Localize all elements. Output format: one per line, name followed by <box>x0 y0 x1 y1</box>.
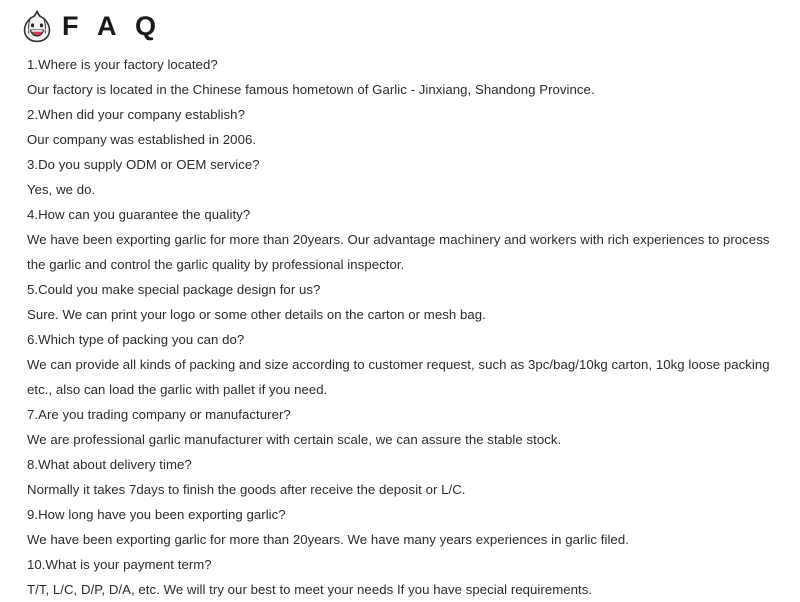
faq-item <box>27 202 772 277</box>
faq-answer: T/T, L/C, D/P, D/A, etc. We will try our best to meet your needs If you have special requirements. <box>27 582 593 597</box>
faq-item <box>27 52 772 102</box>
faq-item <box>27 277 772 327</box>
faq-answer: Our company was established in 2006. <box>27 132 257 147</box>
page-title: F A Q <box>62 10 162 41</box>
garlic-bulb-mascot-icon <box>18 7 56 45</box>
faq-answer: Sure. We can print your logo or some other details on the carton or mesh bag. <box>27 307 486 322</box>
faq-answer: We have been exporting garlic for more than 20years. We have many years experiences in garlic filed. <box>27 532 629 547</box>
faq-question: 8.What about delivery time? <box>27 457 192 472</box>
faq-item <box>27 402 772 452</box>
faq-item <box>27 102 772 152</box>
faq-item <box>27 152 772 202</box>
faq-question: 6.Which type of packing you can do? <box>27 332 245 347</box>
faq-answer: Normally it takes 7days to finish the goods after receive the deposit or L/C. <box>27 482 466 497</box>
faq-answer: We have been exporting garlic for more than 20years. Our advantage machinery and workers with rich experiences to process the garlic and control the garlic quality by professional inspector. <box>27 232 770 272</box>
faq-item <box>27 502 772 552</box>
faq-item <box>27 452 772 502</box>
faq-question: 1.Where is your factory located? <box>27 57 218 72</box>
faq-answer: Yes, we do. <box>27 182 96 197</box>
faq-question: 3.Do you supply ODM or OEM service? <box>27 157 260 172</box>
faq-question: 7.Are you trading company or manufacturer? <box>27 407 291 422</box>
faq-answer: We are professional garlic manufacturer with certain scale, we can assure the stable stock. <box>27 432 562 447</box>
faq-answer: Our factory is located in the Chinese famous hometown of Garlic - Jinxiang, Shandong Province. <box>27 82 595 97</box>
faq-item <box>27 552 772 602</box>
faq-question: 10.What is your payment term? <box>27 557 212 572</box>
faq-question: 5.Could you make special package design for us? <box>27 282 321 297</box>
faq-question: 4.How can you guarantee the quality? <box>27 207 251 222</box>
faq-answer: We can provide all kinds of packing and size according to customer request, such as 3pc/bag/10kg carton, 10kg loose packing etc., also can load the garlic with pallet if you need. <box>27 357 770 397</box>
faq-item <box>27 327 772 402</box>
faq-question: 2.When did your company establish? <box>27 107 245 122</box>
faq-header <box>18 6 162 46</box>
faq-list <box>27 52 772 602</box>
faq-question: 9.How long have you been exporting garlic? <box>27 507 286 522</box>
